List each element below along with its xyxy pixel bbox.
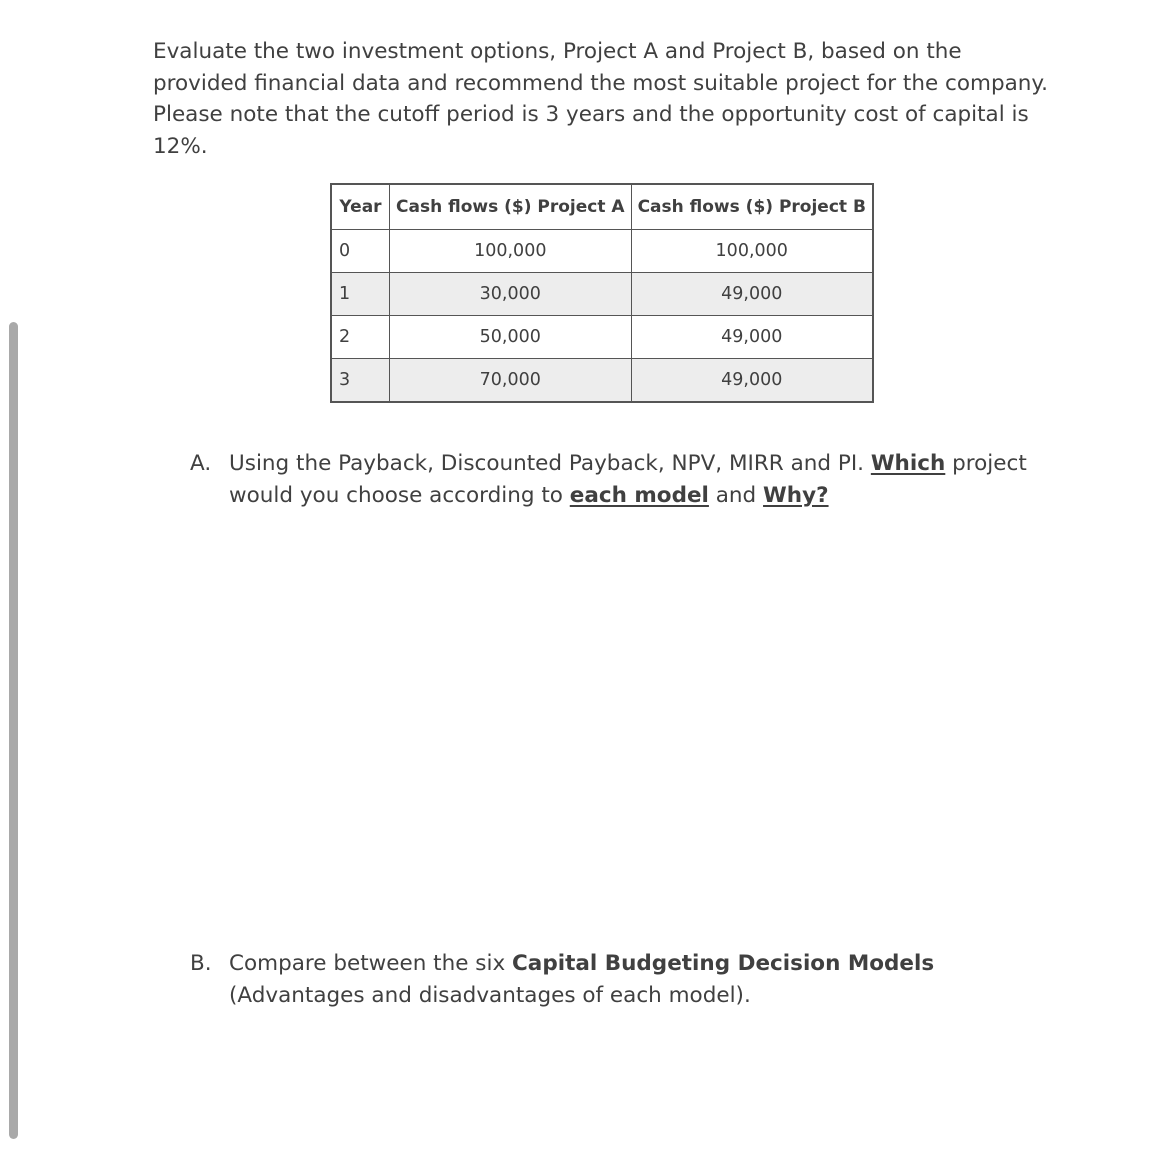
question-a-part1: Using the Payback, Discounted Payback, NPV, MIRR and PI. xyxy=(229,451,871,476)
table-row xyxy=(331,316,873,359)
header-year: Year xyxy=(331,184,390,230)
question-b-part2: (Advantages and disadvantages of each model). xyxy=(229,982,751,1008)
project-b-cell: 100,000 xyxy=(631,230,873,273)
question-a xyxy=(190,448,1070,511)
table-row xyxy=(331,230,873,273)
project-b-cell: 49,000 xyxy=(631,273,873,316)
scrollbar[interactable] xyxy=(9,322,18,1139)
year-cell: 1 xyxy=(331,273,390,316)
question-a-text xyxy=(229,448,1070,511)
project-b-cell: 49,000 xyxy=(631,359,873,403)
year-cell: 3 xyxy=(331,359,390,403)
question-b-part1: Compare between the six xyxy=(229,951,513,976)
project-a-cell: 50,000 xyxy=(390,316,632,359)
cash-flow-table xyxy=(330,183,874,403)
question-b-bold: Capital Budgeting Decision Models xyxy=(512,951,935,976)
project-a-cell: 70,000 xyxy=(390,359,632,403)
question-b-letter: B. xyxy=(190,951,212,976)
year-cell: 0 xyxy=(331,230,390,273)
question-a-letter: A. xyxy=(190,451,212,476)
year-cell: 2 xyxy=(331,316,390,359)
question-a-why: Why? xyxy=(763,482,829,508)
project-a-cell: 100,000 xyxy=(390,230,632,273)
question-a-which: Which xyxy=(870,451,946,476)
question-a-part3: and xyxy=(708,482,764,508)
question-b xyxy=(190,948,1070,1011)
question-a-each-model: each model xyxy=(569,482,709,508)
header-project-b: Cash flows ($) Project B xyxy=(631,184,873,230)
header-project-a: Cash flows ($) Project A xyxy=(390,184,632,230)
project-a-cell: 30,000 xyxy=(390,273,632,316)
project-b-cell: 49,000 xyxy=(631,316,873,359)
table-row xyxy=(331,273,873,316)
intro-paragraph: Evaluate the two investment options, Project A and Project B, based on the provided financial data and recommend the most suitable project for the company. Please note that the cutoff period is 3 years and the opportunity cost of capital is 12%. xyxy=(153,39,1048,159)
table-row xyxy=(331,359,873,403)
question-b-text xyxy=(229,948,1070,1011)
table-header-row xyxy=(331,184,873,230)
question-a-part2: project would you choose according to xyxy=(229,451,1027,508)
